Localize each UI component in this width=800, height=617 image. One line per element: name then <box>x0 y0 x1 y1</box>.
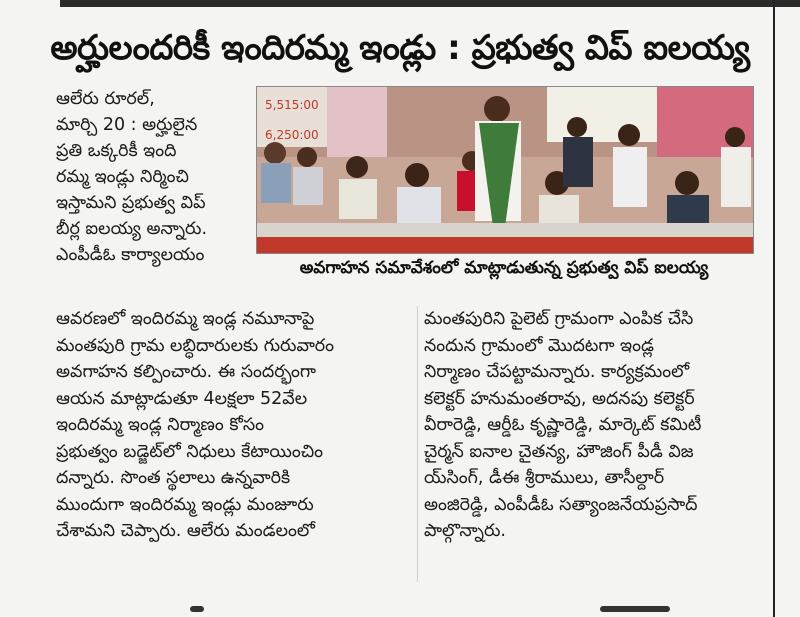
banner-figure: 6,250:00 <box>265 128 319 142</box>
intro-line: ఎంపీడీఓ కార్యాలయం <box>56 245 205 265</box>
article-line: చేశామని చెప్పారు. ఆలేరు మండలంలో <box>56 521 315 541</box>
photo-caption: అవగాహన సమావేశంలో మాట్లాడుతున్న ప్రభుత్వ విప్ ఐలయ్య <box>299 258 709 278</box>
article-line: అవగాహన కల్పించారు. ఈ సందర్భంగా <box>56 362 317 382</box>
intro-line: బీర్ల ఐలయ్య అన్నారు. <box>56 219 208 239</box>
article-line: కలెక్టర్ హనుమంతరావు, అదనపు కలెక్టర్ <box>424 388 695 409</box>
article-line: అంజిరెడ్డి, ఎంపీడీఓ సత్యాంజనేయప్రసాద్ <box>424 494 698 515</box>
column-divider <box>417 306 418 582</box>
article-column-right <box>424 306 754 545</box>
intro-line: మార్చి 20 : అర్హులైన <box>56 115 198 135</box>
cropped-text-fragment <box>190 606 204 612</box>
article-line: పాల్గొన్నారు. <box>424 521 506 541</box>
intro-line: రమ్మ ఇండ్లు నిర్మించి <box>56 167 189 187</box>
article-line: మంతపురిని పైలెట్ గ్రామంగా ఎంపిక చేసి <box>424 309 694 329</box>
intro-line: ప్రతి ఒక్కరికీ ఇంది <box>56 141 177 161</box>
article-line: దన్నారు. సొంత స్థలాలు ఉన్నవారికి <box>56 468 291 488</box>
intro-line: ఆలేరు రూరల్, <box>56 89 155 109</box>
column-rule <box>773 0 775 617</box>
article-line: ప్రభుత్వం బడ్జెట్‌లో నిధులు కేటాయించిం <box>56 441 324 462</box>
article-line: చైర్మన్ ఐనాల చైతన్య, హౌజింగ్ పీడీ విజ <box>424 441 694 462</box>
intro-column <box>56 86 248 268</box>
article-line: ఆయన మాట్లాడుతూ 4లక్షలా 52వేల <box>56 388 308 409</box>
article-line: నిర్మాణం చేపట్టామన్నారు. కార్యక్రమంలో <box>424 362 690 382</box>
banner-figure: 5,515:00 <box>265 98 319 112</box>
article-line: య్‌సింగ్, డీఈ శ్రీరాములు, తాసీల్దార్ <box>424 468 665 488</box>
headline: అర్హులందరికీ ఇందిరమ్మ ఇండ్లు : ప్రభుత్వ విప్ ఐలయ్య <box>50 28 750 68</box>
cropped-text-fragment <box>600 606 670 612</box>
article-line: వీరారెడ్డి, ఆర్డీఓ కృష్ణారెడ్డి, మార్కెట్ కమిటీ <box>424 415 702 435</box>
news-photo <box>256 86 754 254</box>
intro-line: ఇస్తామని ప్రభుత్వ విప్ <box>56 193 206 213</box>
article-line: ముందుగా ఇందిరమ్మ ఇండ్లు మంజూరు <box>56 494 314 515</box>
article-line: ఇందిరమ్మ ఇండ్ల నిర్మాణం కోసం <box>56 415 264 435</box>
article-line: మంతపురి గ్రామ లబ్ధిదారులకు గురువారం <box>56 335 335 356</box>
meeting-photo-illustration <box>257 87 753 253</box>
top-rule <box>60 0 800 7</box>
article-line: నందున గ్రామంలో మొదటగా ఇండ్ల <box>424 335 654 356</box>
article-line: ఆవరణలో ఇందిరమ్మ ఇండ్ల నమూనాపై <box>56 309 315 329</box>
article-column-left <box>56 306 416 545</box>
